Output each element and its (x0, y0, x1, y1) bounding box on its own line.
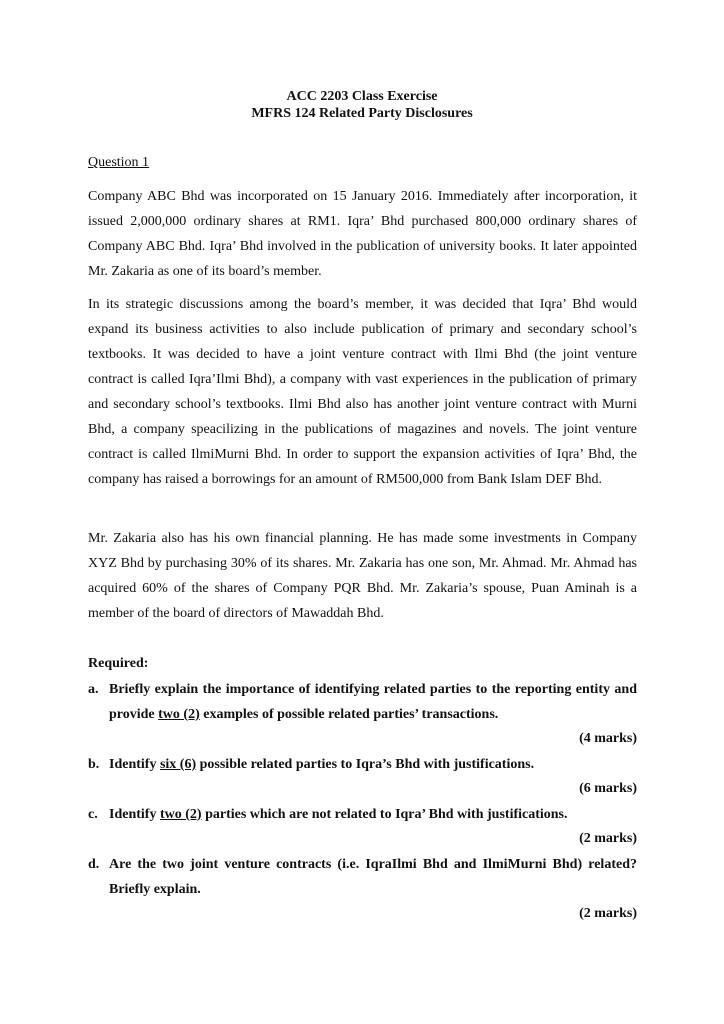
question-paragraph-1: Company ABC Bhd was incorporated on 15 January 2016. Immediately after incorporation, it issued 2,000,000 ordinary shares at RM1. Iqra’ Bhd purchased 800,000 ordinary shares of Company ABC Bhd. Iqra’ Bhd involved in the publication of university books. It later appointed Mr. Zakaria as one of its board’s member. (88, 189, 637, 279)
item-text: Identify two (2) parties which are not related to Iqra’ Bhd with justifications. (109, 807, 568, 822)
item-label: a. (88, 682, 99, 697)
required-item-d (88, 852, 637, 902)
item-emphasis: six (6) (159, 757, 197, 772)
required-item-b (88, 752, 637, 777)
marks-b: (6 marks) (579, 781, 637, 796)
document-subtitle: MFRS 124 Related Party Disclosures (251, 106, 473, 121)
question-paragraph-2: In its strategic discussions among the board’s member, it was decided that Iqra’ Bhd would expand its business activities to also include publication of primary and secondary school’s textbooks. It was decided to have a joint venture contract with Ilmi Bhd (the joint venture contract is called Iqra’Ilmi Bhd), a company with vast experiences in the publication of primary and secondary school’s textbooks. Ilmi Bhd also has another joint venture contract with Murni Bhd, a company speacilizing in the publications of magazines and novels. The joint venture contract is called IlmiMurni Bhd. In order to support the expansion activities of Iqra’ Bhd, the company has raised a borrowings for an amount of RM500,000 from Bank Islam DEF Bhd. (88, 297, 637, 487)
item-emphasis: two (2) (158, 707, 200, 722)
question-paragraph-3: Mr. Zakaria also has his own financial planning. He has made some investments in Company XYZ Bhd by purchasing 30% of its shares. Mr. Zakaria has one son, Mr. Ahmad. Mr. Ahmad has acquired 60% of the shares of Company PQR Bhd. Mr. Zakaria’s spouse, Puan Aminah is a member of the board of directors of Mawaddah Bhd. (88, 531, 637, 621)
item-label: d. (88, 857, 100, 872)
marks-d: (2 marks) (579, 906, 637, 921)
item-emphasis: two (2) (159, 807, 202, 822)
required-item-a (88, 677, 637, 727)
item-text: Briefly explain the importance of identifying related parties to the reporting entity and provide two (2) examples of possible related parties’ transactions. (109, 682, 637, 722)
required-heading: Required: (88, 656, 149, 671)
item-label: b. (88, 757, 100, 772)
course-title: ACC 2203 Class Exercise (286, 89, 438, 104)
marks-a: (4 marks) (579, 731, 637, 746)
question-heading: Question 1 (88, 155, 150, 170)
item-text: Identify six (6) possible related parties to Iqra’s Bhd with justifications. (109, 757, 535, 772)
marks-c: (2 marks) (579, 831, 637, 846)
required-item-c (88, 802, 637, 827)
item-label: c. (88, 807, 98, 822)
item-text: Are the two joint venture contracts (i.e. IqraIlmi Bhd and IlmiMurni Bhd) related? Briefly explain. (109, 857, 637, 897)
